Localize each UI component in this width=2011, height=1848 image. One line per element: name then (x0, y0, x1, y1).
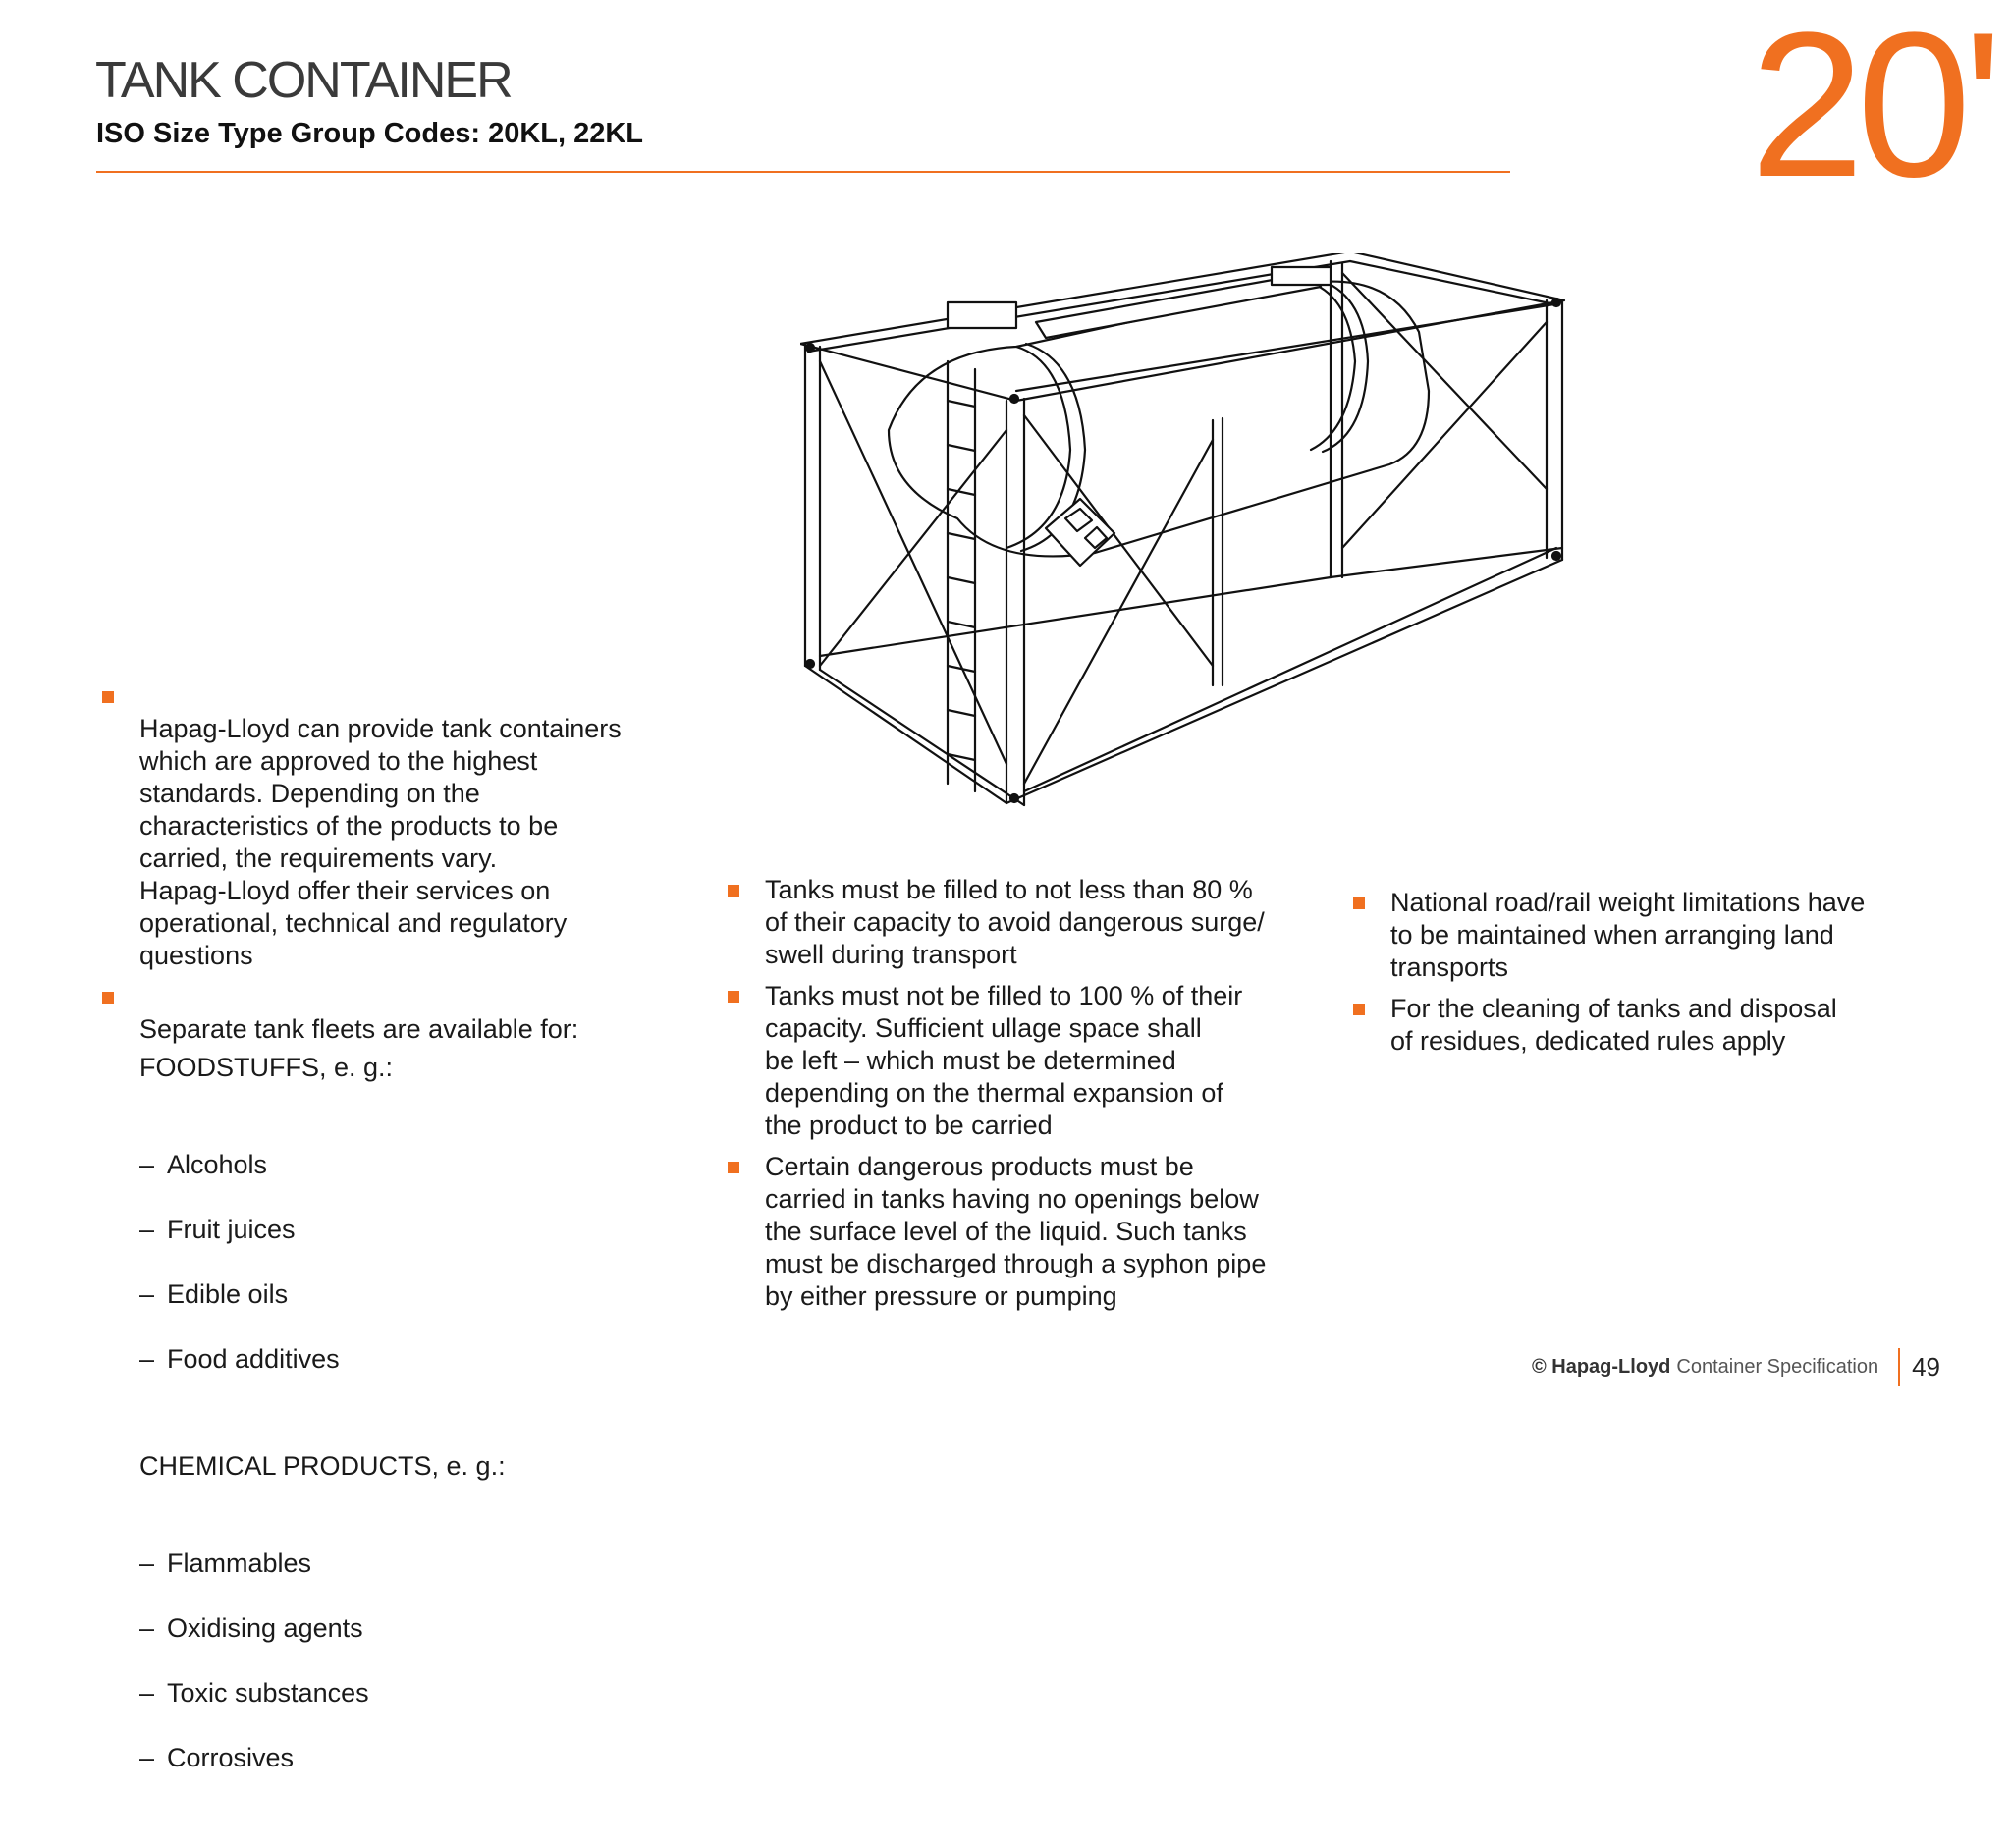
bullet-text: National road/rail weight limitations have to be maintained when arranging land transports (1390, 888, 1866, 982)
bullet-text: Tanks must be filled to not less than 80 % of their capacity to avoid dangerous surge/ swell during transport (765, 875, 1265, 969)
list-item: – Toxic substances (139, 1677, 685, 1710)
column-left (96, 680, 685, 1848)
chemicals-list (139, 1515, 685, 1807)
list-item: – Food additives (139, 1343, 685, 1376)
orange-bullet-icon (1353, 897, 1365, 909)
page-footer (1532, 1347, 1940, 1386)
page-title: TANK CONTAINER (95, 52, 512, 109)
footer-divider (1898, 1348, 1900, 1386)
bullet-text: For the cleaning of tanks and disposal of residues, dedicated rules apply (1390, 994, 1837, 1056)
bullet-text: Certain dangerous products must be carried in tanks having no openings below the surface level of the liquid. Such tanks must be discharged through a syphon pipe by either pressure or pumping (765, 1152, 1267, 1311)
column-middle (722, 874, 1311, 1322)
bullet-text: Hapag-Lloyd can provide tank containers which are approved to the highest standards. Depending on the characteristics of the products to be carried, the requirements vary. Hapag-Lloyd offer their services on operational, technical and regulatory questions (139, 714, 622, 970)
list-item: – Oxidising agents (139, 1612, 685, 1645)
list-item (1347, 993, 1936, 1058)
tank-container-illustration (800, 253, 1586, 823)
orange-bullet-icon (102, 691, 114, 703)
iso-code-subtitle: ISO Size Type Group Codes: 20KL, 22KL (96, 118, 644, 149)
list-item: – Fruit juices (139, 1214, 685, 1246)
foodstuffs-label: FOODSTUFFS, e. g.: (139, 1053, 394, 1082)
bullet-text: Separate tank fleets are available for: (139, 1014, 579, 1044)
list-item: – Alcohols (139, 1149, 685, 1181)
orange-bullet-icon (102, 992, 114, 1004)
frame-bottom (805, 548, 1562, 805)
orange-bullet-icon (728, 991, 739, 1003)
list-item (96, 981, 685, 1839)
bullet-text: Tanks must not be filled to 100 % of their capacity. Sufficient ullage space shall be left – which must be determined depending on the thermal expansion of the product to be carried (765, 981, 1243, 1140)
column-right (1347, 887, 1936, 1066)
orange-bullet-icon (728, 885, 739, 897)
orange-bullet-icon (1353, 1004, 1365, 1015)
list-item (96, 680, 685, 972)
chemicals-label: CHEMICAL PRODUCTS, e. g.: (139, 1451, 506, 1481)
list-item: – Flammables (139, 1548, 685, 1580)
list-item (722, 1151, 1311, 1313)
orange-bullet-icon (728, 1162, 739, 1173)
copyright: © Hapag-Lloyd (1531, 1355, 1671, 1378)
list-item (722, 874, 1311, 971)
list-item (722, 980, 1311, 1142)
document-name: Container Specification (1676, 1355, 1879, 1378)
list-item (1347, 887, 1936, 984)
container-size-mark: 20' (1750, 0, 1995, 220)
list-item: – Corrosives (139, 1742, 685, 1774)
header-rule (96, 171, 1510, 173)
list-item: – Edible oils (139, 1278, 685, 1311)
page-number: 49 (1912, 1351, 1940, 1382)
foodstuffs-list (139, 1116, 685, 1408)
